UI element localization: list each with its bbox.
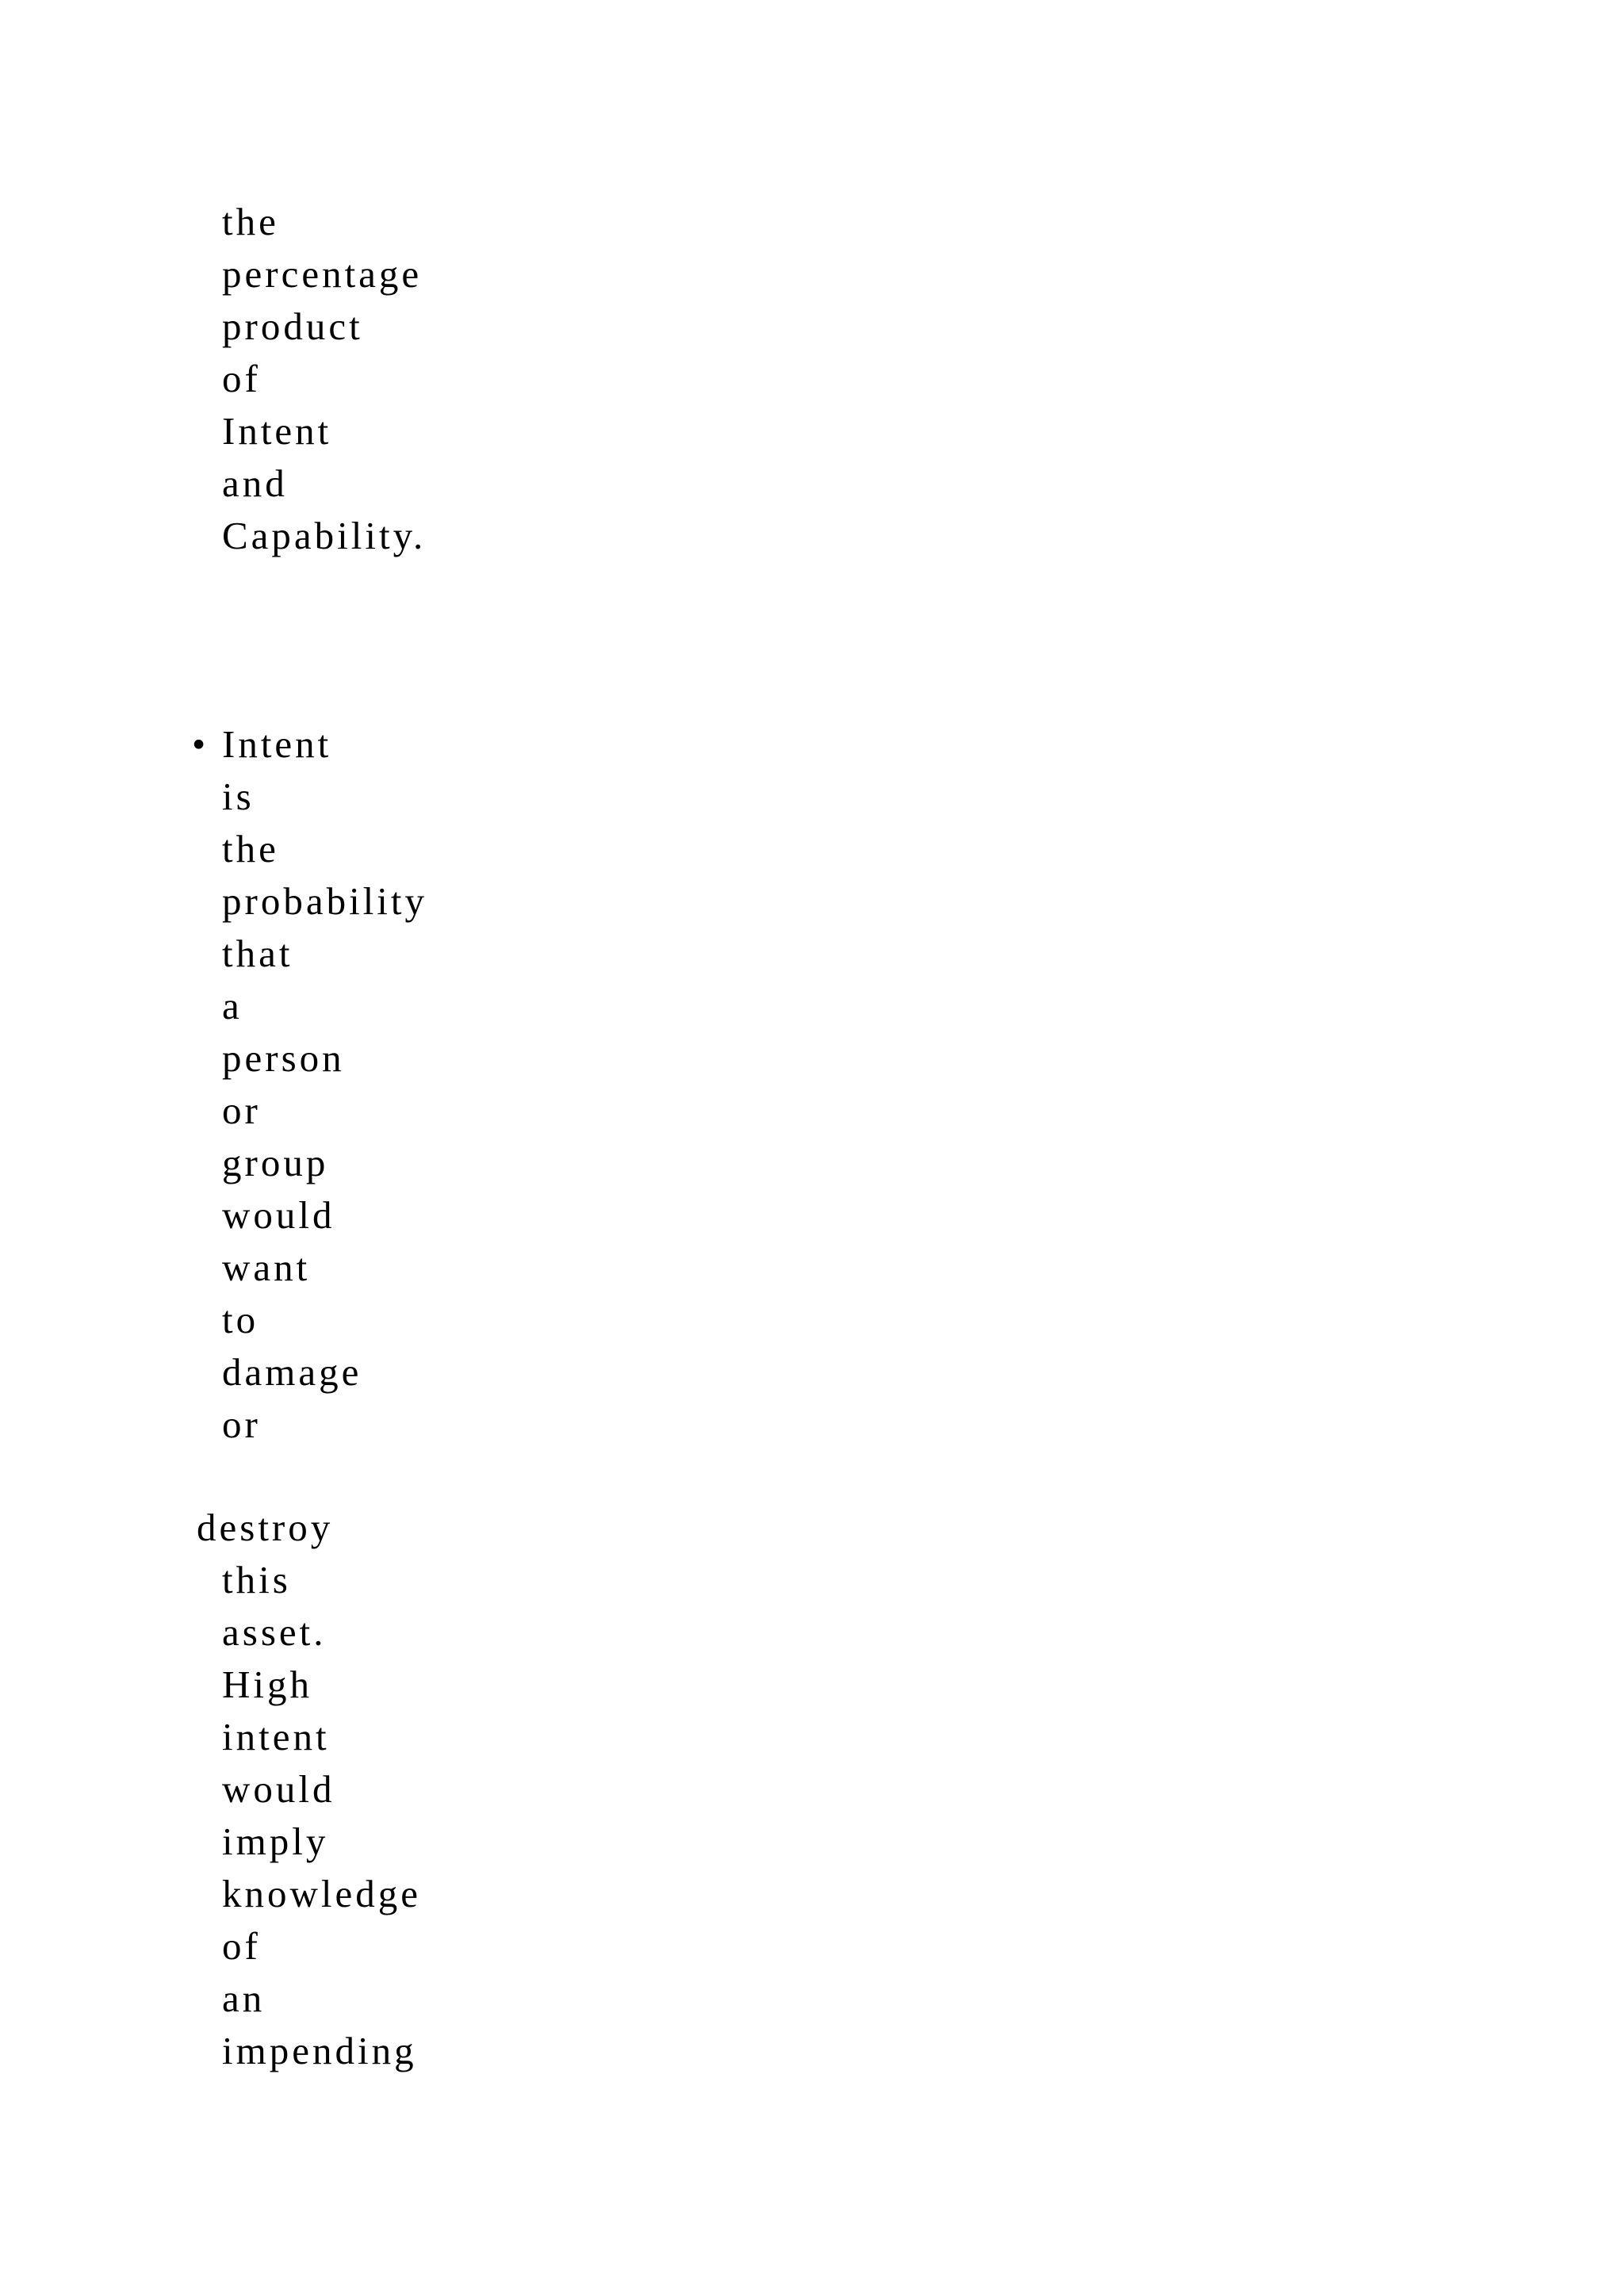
text-line: intent bbox=[222, 1715, 330, 1758]
bullet-item-intent bbox=[192, 718, 428, 1451]
text-line: product bbox=[222, 304, 363, 348]
text-line: Intent bbox=[222, 409, 332, 453]
text-line: the bbox=[222, 827, 279, 871]
text-line: the bbox=[222, 200, 279, 243]
text-block-capability bbox=[197, 196, 426, 562]
text-line: damage bbox=[222, 1350, 362, 1394]
text-line: person bbox=[222, 1036, 345, 1080]
text-line: asset. bbox=[222, 1610, 327, 1654]
text-word: Intent bbox=[222, 722, 332, 766]
bullet-icon: • bbox=[192, 722, 209, 766]
text-line: or bbox=[222, 1089, 261, 1132]
text-line: impending bbox=[222, 2029, 417, 2072]
text-line: or bbox=[222, 1402, 261, 1446]
text-line: knowledge bbox=[222, 1872, 421, 1915]
text-line: that bbox=[222, 932, 293, 975]
text-line: Capability. bbox=[222, 514, 427, 557]
text-line: probability bbox=[222, 879, 428, 923]
text-line: group bbox=[222, 1141, 329, 1184]
text-line: would bbox=[222, 1767, 335, 1811]
text-line: destroy bbox=[197, 1506, 334, 1549]
text-line bbox=[192, 718, 427, 771]
text-line: percentage bbox=[222, 252, 423, 296]
text-line: High bbox=[222, 1663, 312, 1706]
text-line: to bbox=[222, 1298, 259, 1341]
text-line: and bbox=[222, 461, 288, 505]
text-block-high-intent bbox=[197, 1502, 421, 2077]
text-line: this bbox=[222, 1558, 291, 1601]
text-line: an bbox=[222, 1976, 266, 2020]
text-line: of bbox=[222, 1924, 261, 1968]
text-line: a bbox=[222, 984, 243, 1027]
text-line: would bbox=[222, 1193, 335, 1237]
text-line: want bbox=[222, 1246, 311, 1289]
text-line: imply bbox=[222, 1820, 329, 1863]
text-line: of bbox=[222, 357, 261, 400]
text-line: is bbox=[222, 775, 255, 818]
